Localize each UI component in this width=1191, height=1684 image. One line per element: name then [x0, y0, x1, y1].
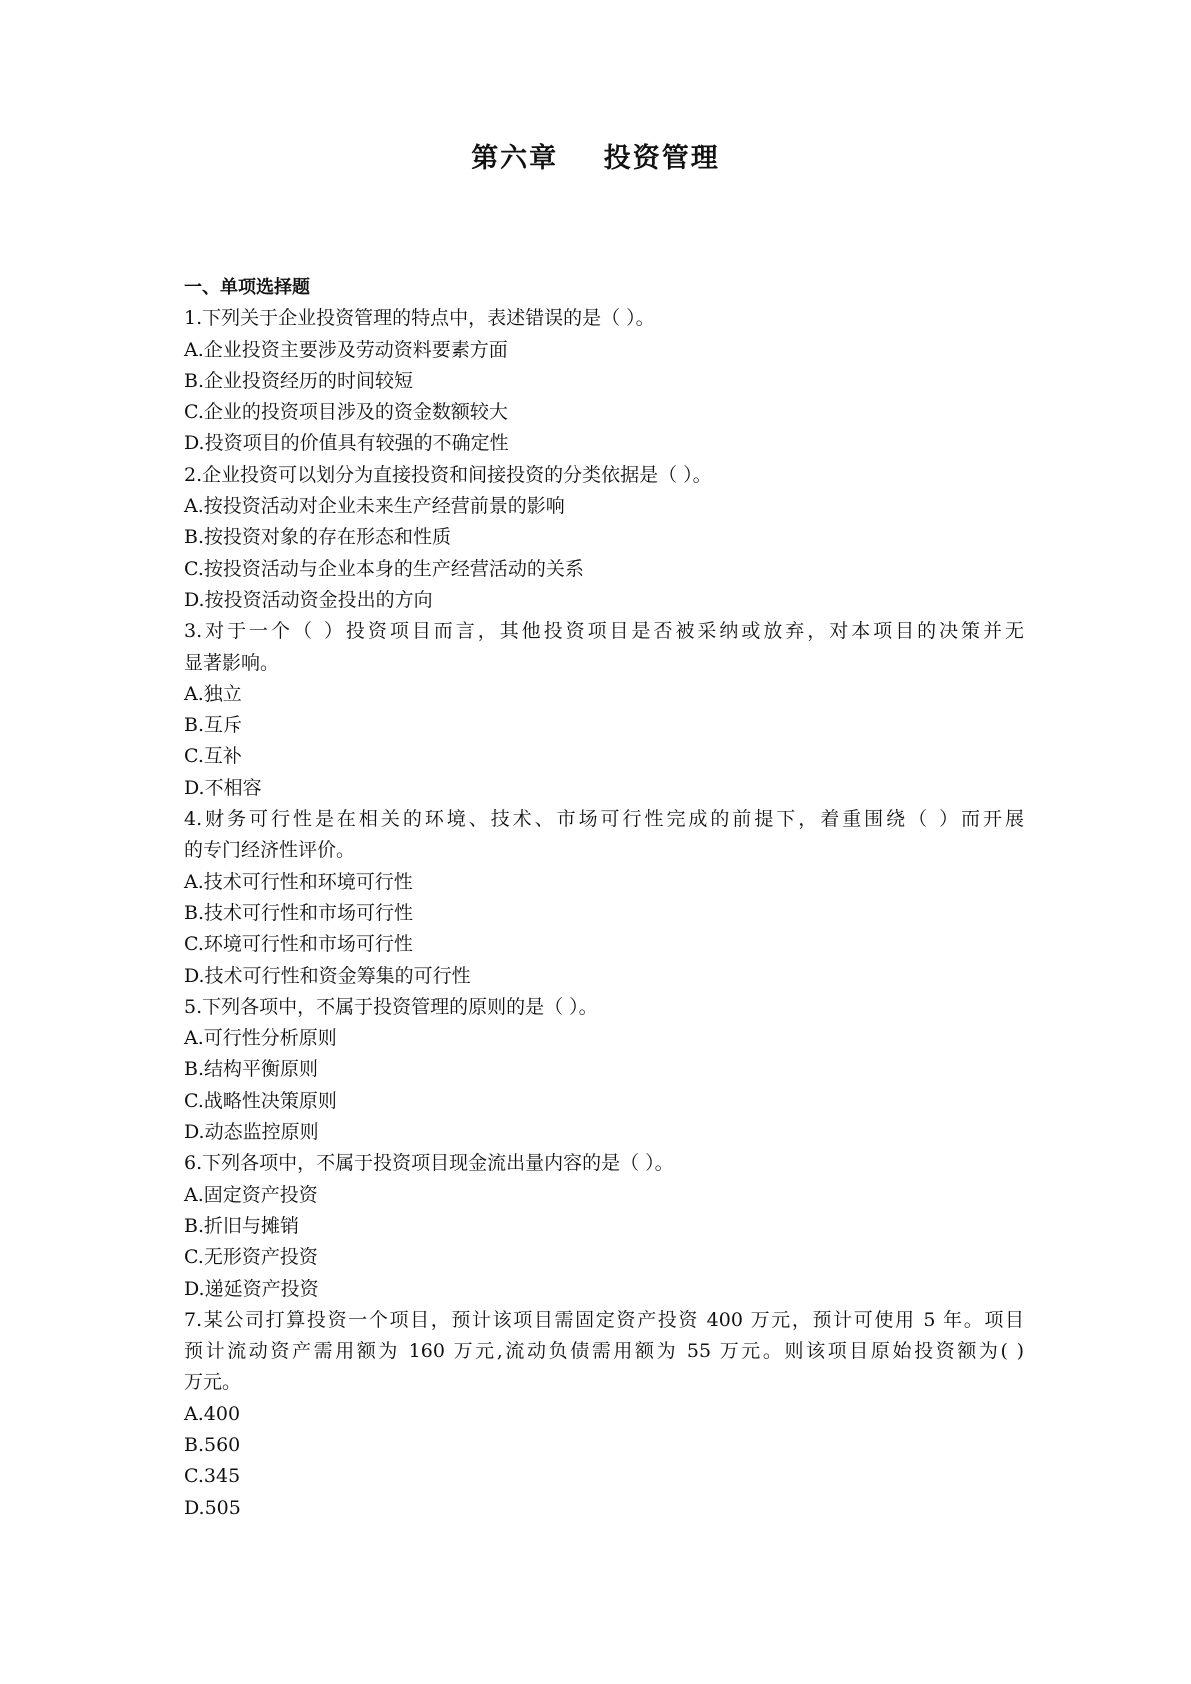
question-6: [184, 1148, 1024, 1304]
option-c: C.战略性决策原则: [184, 1089, 337, 1112]
option-a: A.固定资产投资: [184, 1183, 318, 1206]
question-5: [184, 992, 1024, 1148]
option-c: C.互补: [184, 745, 242, 768]
question-stem: 7.某公司打算投资一个项目，预计该项目需固定资产投资 400 万元，预计可使用 5 年。项目: [184, 1308, 1024, 1331]
option-c: C.企业的投资项目涉及的资金数额较大: [184, 401, 508, 424]
question-stem: 1.下列关于企业投资管理的特点中，表述错误的是（ ）。: [184, 307, 655, 330]
question-2: [184, 460, 1024, 616]
question-7: [184, 1305, 1024, 1524]
option-d: D.按投资活动资金投出的方向: [184, 588, 433, 611]
option-b: B.技术可行性和市场可行性: [184, 901, 414, 924]
question-stem: 2.企业投资可以划分为直接投资和间接投资的分类依据是（ ）。: [184, 463, 712, 486]
section-heading: 一、单项选择题: [184, 277, 310, 298]
option-d: D.505: [184, 1496, 241, 1519]
option-d: D.投资项目的价值具有较强的不确定性: [184, 432, 509, 455]
question-1: [184, 303, 1024, 459]
option-b: B.结构平衡原则: [184, 1058, 319, 1081]
question-4: [184, 804, 1024, 992]
option-c: C.无形资产投资: [184, 1246, 318, 1269]
question-stem-continued: 显著影响。: [184, 651, 280, 674]
question-stem: 5.下列各项中，不属于投资管理的原则的是（ ）。: [184, 995, 598, 1018]
question-stem-continued: 预计流动资产需用额为 160 万元,流动负债需用额为 55 万元。则该项目原始投资额为( ): [184, 1340, 1024, 1363]
option-b: B.560: [184, 1433, 241, 1456]
question-stem: 4.财务可行性是在相关的环境、技术、市场可行性完成的前提下，着重围绕（ ）而开展: [184, 808, 1024, 831]
option-d: D.技术可行性和资金筹集的可行性: [184, 964, 471, 987]
question-stem: 3.对于一个（ ）投资项目而言，其他投资项目是否被采纳或放弃，对本项目的决策并无: [184, 620, 1024, 643]
question-3: [184, 616, 1024, 804]
option-c: C.环境可行性和市场可行性: [184, 933, 413, 956]
option-b: B.折旧与摊销: [184, 1214, 300, 1237]
question-section: [184, 272, 1024, 1524]
option-a: A.企业投资主要涉及劳动资料要素方面: [184, 338, 508, 361]
option-c: C.按投资活动与企业本身的生产经营活动的关系: [184, 557, 584, 580]
option-b: B.互斥: [184, 714, 243, 737]
chapter-title: 第六章 投资管理: [471, 143, 720, 174]
option-b: B.按投资对象的存在形态和性质: [184, 526, 452, 549]
option-d: D.递延资产投资: [184, 1277, 319, 1300]
option-a: A.按投资活动对企业未来生产经营前景的影响: [184, 495, 565, 518]
question-stem-continued: 的专门经济性评价。: [184, 839, 356, 862]
option-d: D.不相容: [184, 776, 262, 799]
option-a: A.可行性分析原则: [184, 1027, 337, 1050]
question-stem-continued: 万元。: [184, 1371, 242, 1394]
option-b: B.企业投资经历的时间较短: [184, 369, 414, 392]
option-a: A.独立: [184, 682, 242, 705]
option-a: A.400: [184, 1402, 241, 1425]
question-stem: 6.下列各项中，不属于投资项目现金流出量内容的是（ ）。: [184, 1152, 674, 1175]
option-d: D.动态监控原则: [184, 1121, 319, 1144]
option-c: C.345: [184, 1465, 241, 1488]
option-a: A.技术可行性和环境可行性: [184, 870, 413, 893]
